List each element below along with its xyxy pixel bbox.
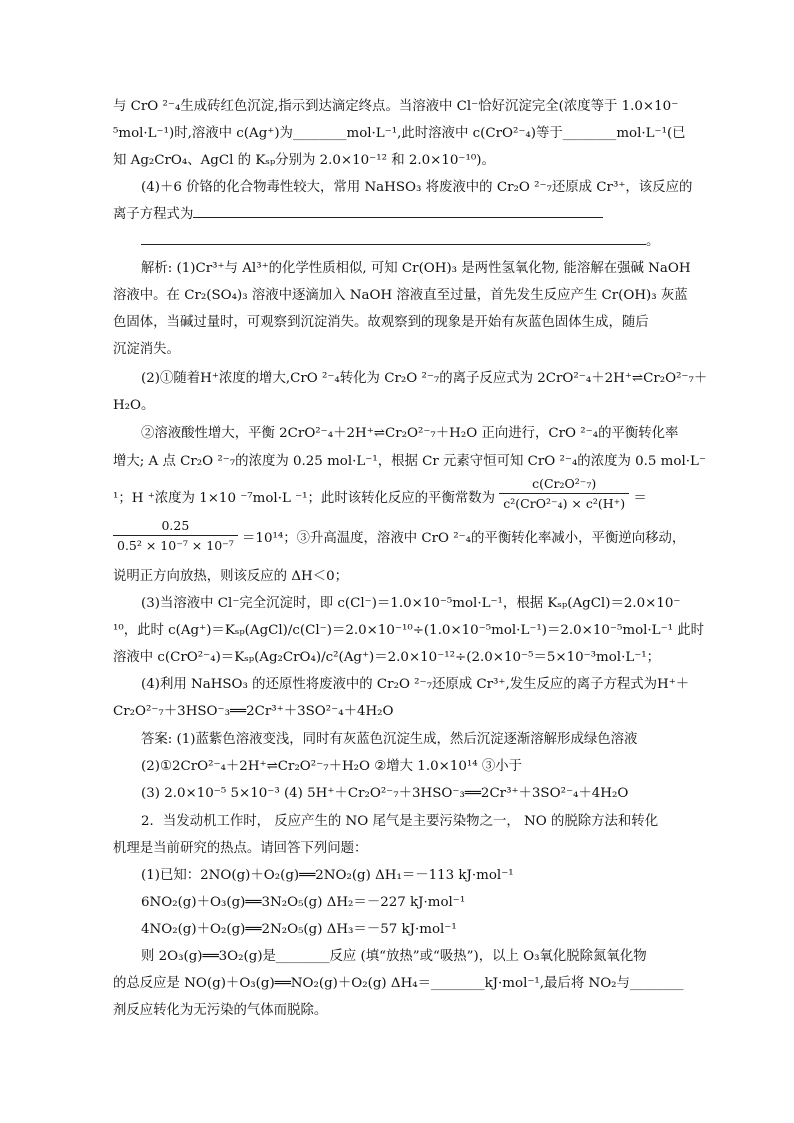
text-segment: 离子方程式为 <box>113 207 194 222</box>
fraction-numerator: c(Cr₂O²⁻₇) <box>499 474 629 494</box>
text-segment: 。 <box>646 234 660 249</box>
text-line: (4)＋6 价铬的化合物毒性较大，常用 NaHSO₃ 将废液中的 Cr₂O ²⁻₇还原成 Cr³⁺，该反应的 <box>141 180 693 195</box>
question-line: 的总反应是 NO(g)＋O₃(g)══NO₂(g)＋O₂(g) ΔH₄＝________kJ·mol⁻¹,最后将 NO₂与________ <box>113 976 684 991</box>
text-line: ¹⁰，此时 c(Ag⁺)＝Kₛₚ(AgCl)/c(Cl⁻)＝2.0×10⁻¹⁰÷(1.0×10⁻⁵mol·L⁻¹)＝2.0×10⁻⁵mol·L⁻¹ 此时 <box>113 623 705 638</box>
question-line: 机理是当前研究的热点。请回答下列问题： <box>113 841 368 856</box>
fraction-denominator: c²(CrO²⁻₄) × c²(H⁺) <box>503 496 626 511</box>
text-line: H₂O。 <box>113 398 155 413</box>
text-line: ②溶液酸性增大，平衡 2CrO²⁻₄＋2H⁺⇌Cr₂O²⁻₇＋H₂O 正向进行，CrO ²⁻₄的平衡转化率 <box>141 426 679 441</box>
answer-line: 答案: (1)蓝紫色溶液变浅，同时有灰蓝色沉淀生成，然后沉淀逐渐溶解形成绿色溶液 <box>141 732 638 747</box>
question-line: 则 2O₃(g)══3O₂(g)是________反应 (填“放热”或“吸热”)，以上 O₃氧化脱除氮氧化物 <box>141 949 647 964</box>
text-line: 知 Ag₂CrO₄、AgCl 的 Kₛₚ分别为 2.0×10⁻¹² 和 2.0×10⁻¹⁰)。 <box>113 153 495 168</box>
equation-line: 6NO₂(g)＋O₃(g)══3N₂O₅(g) ΔH₂＝－227 kJ·mol⁻¹ <box>141 895 466 910</box>
answer-line: (3) 2.0×10⁻⁵ 5×10⁻³ (4) 5H⁺＋Cr₂O²⁻₇＋3HSO⁻₃══2Cr³⁺＋3SO²⁻₄＋4H₂O <box>141 786 629 801</box>
text-line <box>113 518 686 555</box>
text-line: 说明正方向放热，则该反应的 ΔH＜0； <box>113 569 348 584</box>
text-segment: ＝ <box>633 491 647 506</box>
answer-line: (2)①2CrO²⁻₄＋2H⁺⇌Cr₂O²⁻₇＋H₂O ②增大 1.0×10¹⁴ ③小于 <box>141 759 523 774</box>
text-line: 溶液中 c(CrO²⁻₄)＝Kₛₚ(Ag₂CrO₄)/c²(Ag⁺)＝2.0×10⁻¹²÷(2.0×10⁻⁵＝5×10⁻³mol·L⁻¹； <box>113 650 661 665</box>
text-line: 沉淀消失。 <box>113 342 180 357</box>
text-line: (2)①随着H⁺浓度的增大,CrO ²⁻₄转化为 Cr₂O ²⁻₇的离子反应式为 2CrO²⁻₄＋2H⁺⇌Cr₂O²⁻₇＋ <box>141 371 708 386</box>
text-line: 与 CrO ²⁻₄生成砖红色沉淀,指示到达滴定终点。当溶液中 Cl⁻恰好沉淀完全(浓度等于 1.0×10⁻ <box>113 99 679 114</box>
text-line: 色固体，当碱过量时，可观察到沉淀消失。故观察到的现象是开始有灰蓝色固体生成，随后 <box>113 315 649 330</box>
fraction <box>113 516 238 555</box>
equation-line: (1)已知：2NO(g)＋O₂(g)══2NO₂(g) ΔH₁＝－113 kJ·mol⁻¹ <box>141 868 514 883</box>
text-line: (3)当溶液中 Cl⁻完全沉淀时，即 c(Cl⁻)＝1.0×10⁻⁵mol·L⁻¹，根据 Kₛₚ(AgCl)＝2.0×10⁻ <box>141 596 681 611</box>
question-line: 剂反应转化为无污染的气体而脱除。 <box>113 1003 328 1018</box>
text-line: (4)利用 NaHSO₃ 的还原性将废液中的 Cr₂O ²⁻₇还原成 Cr³⁺,发生反应的离子方程式为H⁺＋ <box>141 677 690 692</box>
question-line: 2．当发动机工作时， 反应产生的 NO 尾气是主要污染物之一， NO 的脱除方法和转化 <box>141 814 659 829</box>
text-line: Cr₂O²⁻₇＋3HSO⁻₃══2Cr³⁺＋3SO²⁻₄＋4H₂O <box>113 704 394 719</box>
answer-blank[interactable] <box>193 205 603 218</box>
fraction-numerator: 0.25 <box>113 516 238 536</box>
text-line <box>113 205 683 224</box>
fraction <box>499 474 629 513</box>
text-line: 解析: (1)Cr³⁺与 Al³⁺的化学性质相似, 可知 Cr(OH)₃ 是两性氢氧化物, 能溶解在强碱 NaOH <box>141 261 691 276</box>
answer-blank[interactable] <box>141 232 646 245</box>
fraction-denominator: 0.5² × 10⁻⁷ × 10⁻⁷ <box>117 538 234 553</box>
text-line <box>141 232 711 251</box>
text-segment: ¹；H ⁺浓度为 1×10 ⁻⁷mol·L ⁻¹；此时该转化反应的平衡常数为 <box>113 491 496 506</box>
text-line: 溶液中。在 Cr₂(SO₄)₃ 溶液中逐滴加入 NaOH 溶液直至过量，首先发生反应产生 Cr(OH)₃ 灰蓝 <box>113 288 688 303</box>
text-segment: ＝10¹⁴；③升高温度，溶液中 CrO ²⁻₄的平衡转化率减小，平衡逆向移动， <box>242 531 686 546</box>
text-line: ⁵mol·L⁻¹)时,溶液中 c(Ag⁺)为________mol·L⁻¹,此时溶液中 c(CrO²⁻₄)等于________mol·L⁻¹(已 <box>113 126 686 141</box>
text-line <box>113 476 683 513</box>
text-line: 增大; A 点 Cr₂O ²⁻₇的浓度为 0.25 mol·L⁻¹，根据 Cr 元素守恒可知 CrO ²⁻₄的浓度为 0.5 mol·L⁻ <box>113 454 706 469</box>
equation-line: 4NO₂(g)＋O₂(g)══2N₂O₅(g) ΔH₃＝－57 kJ·mol⁻¹ <box>141 922 457 937</box>
